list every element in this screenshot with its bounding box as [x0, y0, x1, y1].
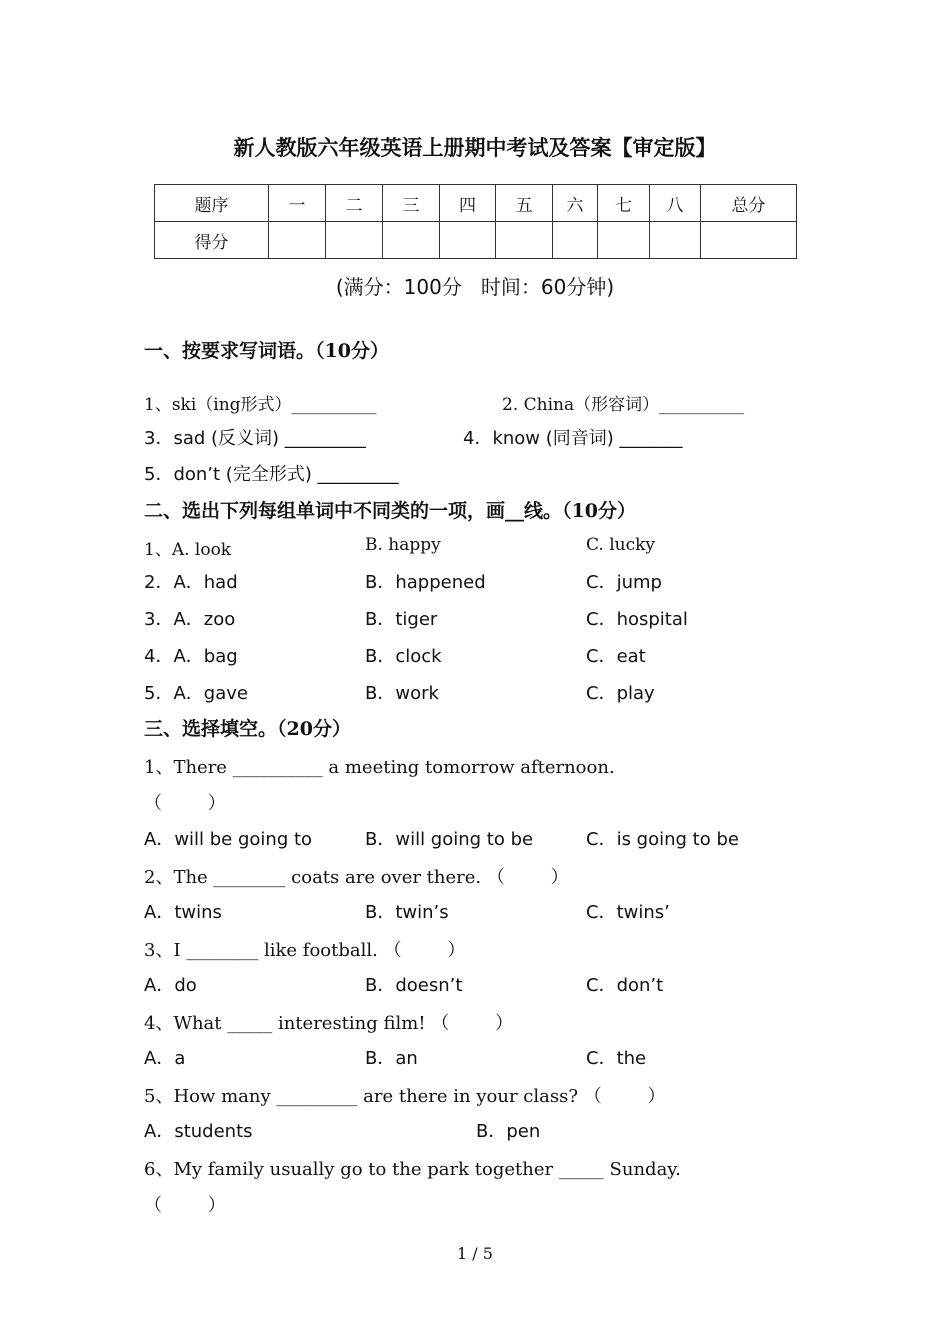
section3-heading: 三、选择填空。（20分） [144, 718, 351, 740]
section1-q4: 4．know (同音词) _______ [463, 428, 683, 449]
option-a: 3．A．zoo [144, 609, 236, 630]
option-b: B．pen [476, 1121, 541, 1142]
question-stem: 6、My family usually go to the park together _____ Sunday. [144, 1159, 681, 1180]
table-cell: 三 [383, 185, 440, 222]
section1-heading: 一、按要求写词语。（10分） [144, 340, 389, 362]
option-c: C. lucky [586, 535, 656, 555]
table-cell: 一 [269, 185, 326, 222]
score-cell[interactable] [496, 222, 553, 259]
option-b: B．happened [365, 572, 486, 593]
score-cell[interactable] [440, 222, 496, 259]
table-cell: 五 [496, 185, 553, 222]
score-table [154, 184, 797, 259]
option-c: C．twins’ [586, 902, 670, 923]
table-cell: 六 [553, 185, 598, 222]
question-stem: 2、The ________ coats are over there. （ ） [144, 867, 569, 888]
table-cell: 得分 [155, 222, 269, 259]
option-b: B. happy [365, 535, 441, 555]
option-b: B．tiger [365, 609, 438, 630]
full-score-time: (满分：100分 时间：60分钟) [335, 275, 615, 299]
section2-heading: 二、选出下列每组单词中不同类的一项，画__线。（10分） [144, 500, 636, 522]
section1-q3: 3．sad (反义词) _________ [144, 428, 366, 449]
table-cell: 八 [650, 185, 701, 222]
option-a: 2．A．had [144, 572, 238, 593]
option-b: B．an [365, 1048, 418, 1069]
option-b: B．twin’s [365, 902, 449, 923]
score-cell[interactable] [650, 222, 701, 259]
section1-q2: 2. China（形容词）__________ [502, 395, 745, 415]
question-stem: 4、What _____ interesting film! （ ） [144, 1013, 514, 1034]
question-stem: 1、There __________ a meeting tomorrow afternoon. [144, 757, 615, 778]
option-c: C．hospital [586, 609, 688, 630]
table-cell: 总分 [701, 185, 797, 222]
score-table-score-row [155, 222, 797, 259]
option-a: A．will be going to [144, 829, 313, 850]
option-c: C．don’t [586, 975, 664, 996]
score-cell[interactable] [383, 222, 440, 259]
option-b: B．clock [365, 646, 442, 667]
question-stem: 3、I ________ like football. （ ） [144, 940, 466, 961]
option-a: A．students [144, 1121, 253, 1142]
answer-paren: （ ） [144, 1195, 226, 1216]
table-cell: 二 [326, 185, 383, 222]
table-cell: 四 [440, 185, 496, 222]
option-b: B．work [365, 683, 439, 704]
option-c: C．is going to be [586, 829, 739, 850]
answer-paren: （ ） [144, 793, 226, 814]
score-cell[interactable] [598, 222, 650, 259]
score-cell[interactable] [553, 222, 598, 259]
section1-q1: 1、ski（ing形式）__________ [144, 395, 377, 415]
page-title: 新人教版六年级英语上册期中考试及答案【审定版】 [233, 135, 717, 160]
option-a: 1、A. look [144, 540, 232, 560]
option-a: A．do [144, 975, 197, 996]
option-a: A．twins [144, 902, 222, 923]
question-stem: 5、How many _________ are there in your class? （ ） [144, 1086, 666, 1107]
table-cell: 题序 [155, 185, 269, 222]
option-a: 4．A．bag [144, 646, 238, 667]
score-cell[interactable] [269, 222, 326, 259]
option-c: C．jump [586, 572, 662, 593]
score-cell[interactable] [701, 222, 797, 259]
option-c: C．eat [586, 646, 646, 667]
table-cell: 七 [598, 185, 650, 222]
option-b: B．doesn’t [365, 975, 463, 996]
option-a: 5．A．gave [144, 683, 248, 704]
option-c: C．play [586, 683, 655, 704]
option-c: C．the [586, 1048, 647, 1069]
section1-q5: 5．don’t (完全形式) _________ [144, 464, 399, 485]
option-a: A．a [144, 1048, 186, 1069]
score-table-header-row [155, 185, 797, 222]
option-b: B．will going to be [365, 829, 534, 850]
page-number: 1 / 5 [457, 1244, 493, 1263]
score-cell[interactable] [326, 222, 383, 259]
